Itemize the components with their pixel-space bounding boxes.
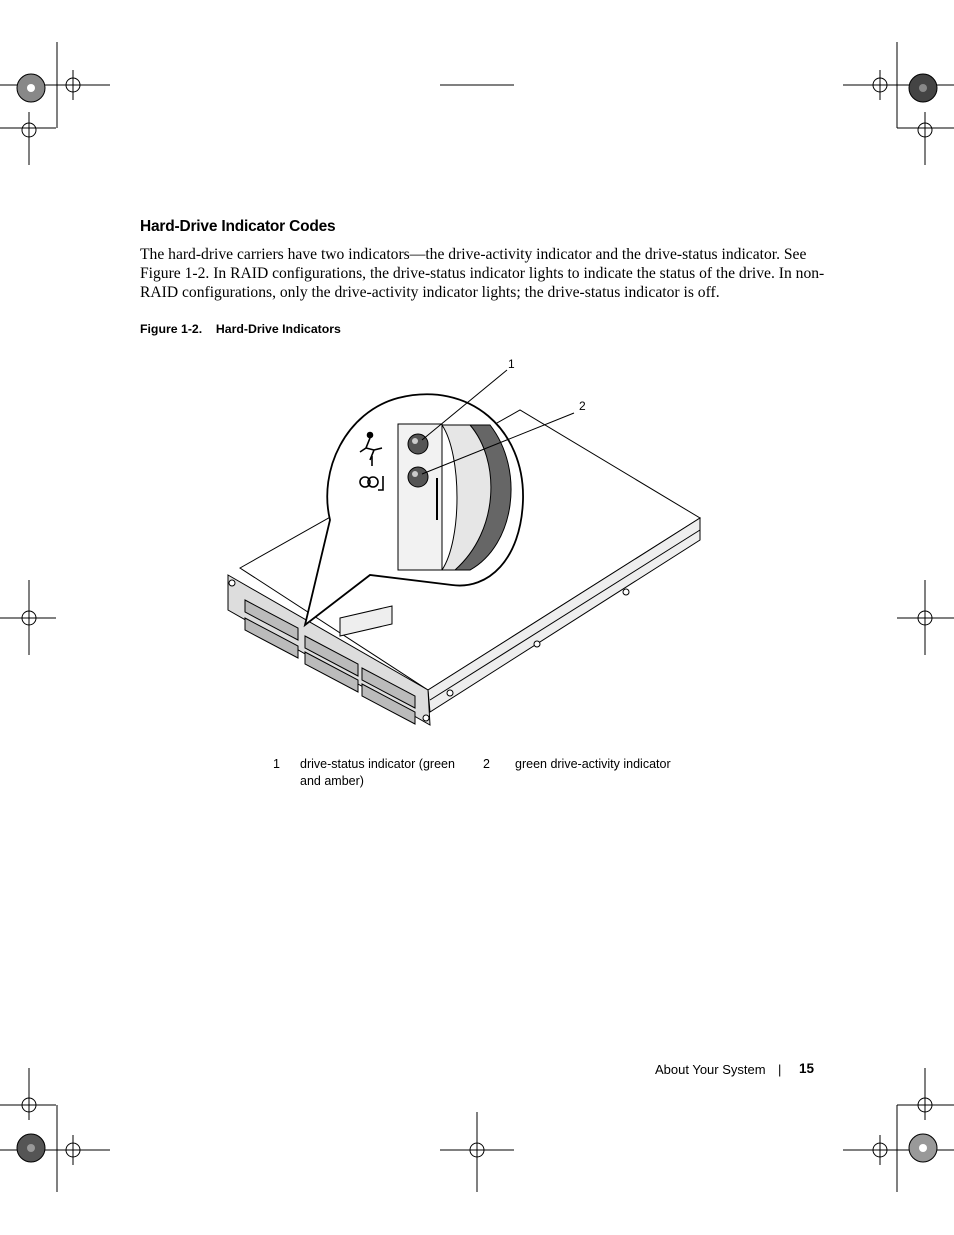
callout-2: 2 (579, 399, 586, 413)
legend-number-2: 2 (483, 757, 490, 771)
footer-section-title: About Your System (655, 1062, 766, 1077)
footer-separator: | (778, 1062, 782, 1077)
section-heading: Hard-Drive Indicator Codes (140, 218, 336, 235)
page-number: 15 (799, 1061, 815, 1076)
legend-number-1: 1 (273, 757, 280, 771)
callout-1: 1 (508, 357, 515, 371)
body-paragraph: The hard-drive carriers have two indicators—the drive-activity indicator and the drive-status indicator. See Figure 1-2. In RAID configurations, the drive-status indicator lights to indicate the status of the drive. In non-RAID configurations, only the drive-activity indicator lights; the drive-status indicator is off. (140, 246, 825, 301)
legend-text-2: green drive-activity indicator (515, 757, 671, 771)
legend-text-1: drive-status indicator (green and amber) (300, 757, 455, 788)
figure-caption: Figure 1-2. Hard-Drive Indicators (140, 322, 341, 336)
